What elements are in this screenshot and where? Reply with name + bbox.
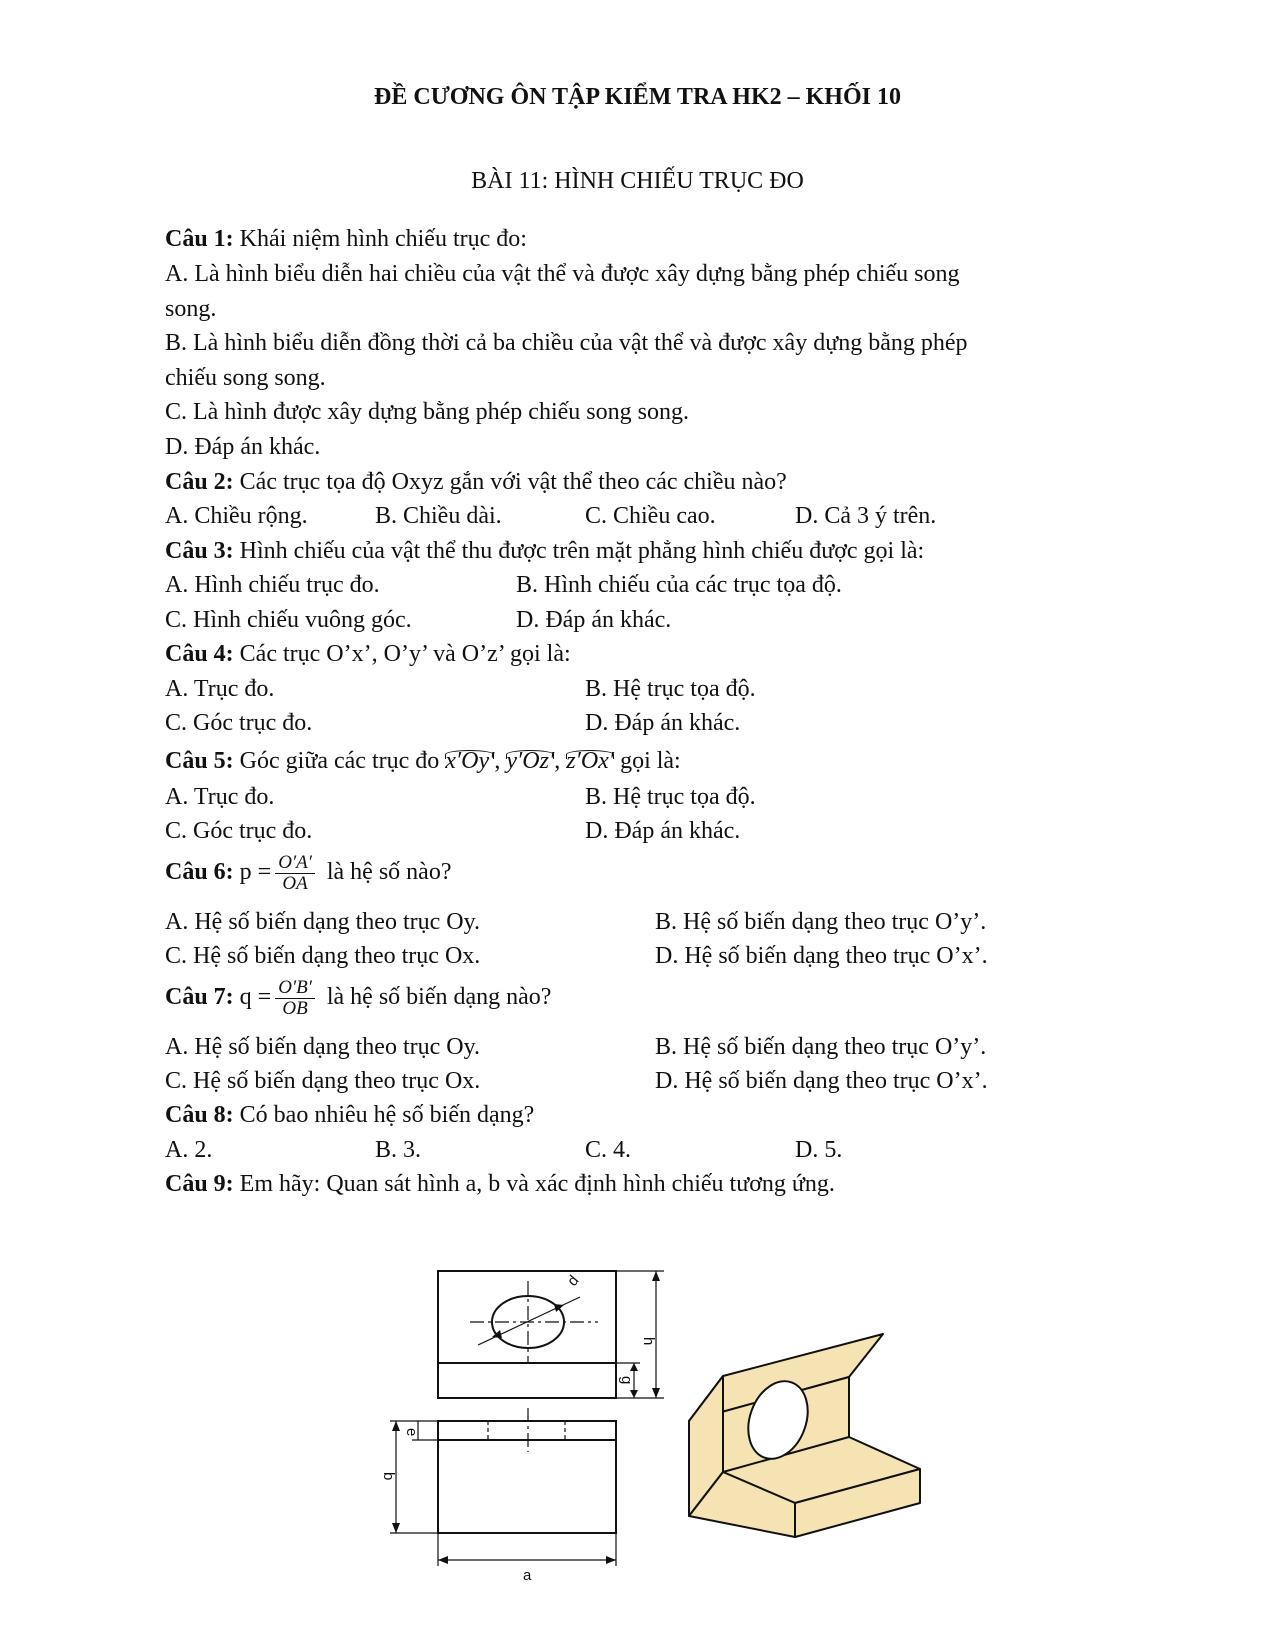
q5-option-a: A. Trục đo.	[165, 784, 275, 810]
q1-option-a-cont: song.	[165, 296, 217, 322]
isometric-part	[689, 1334, 920, 1537]
question-3-label: Câu 3:	[165, 538, 234, 564]
dim-h-label: h	[640, 1337, 657, 1346]
q2-option-b: B. Chiều dài.	[375, 503, 502, 529]
question-2-label: Câu 2:	[165, 469, 234, 495]
q1-option-b-cont: chiếu song song.	[165, 365, 326, 391]
arrowhead	[630, 1390, 638, 1398]
question-6-tail: là hệ số nào?	[320, 859, 452, 886]
q4-option-c: C. Góc trục đo.	[165, 710, 313, 736]
q1-option-b: B. Là hình biểu diễn đồng thời cả ba chiều của vật thể và được xây dựng bằng phép	[165, 330, 968, 356]
q8-option-d: D. 5.	[795, 1137, 843, 1163]
ratio-q-denominator: OB	[282, 998, 308, 1019]
question-4-label: Câu 4:	[165, 641, 234, 667]
q3-option-c: C. Hình chiếu vuông góc.	[165, 607, 412, 633]
q3-option-a: A. Hình chiếu trục đo.	[165, 572, 380, 598]
dim-a-label: a	[523, 1567, 532, 1584]
q1-option-d: D. Đáp án khác.	[165, 434, 321, 460]
dimension-arrowheads	[392, 1271, 660, 1564]
q5-option-c: C. Góc trục đo.	[165, 818, 313, 844]
question-7-pre: q =	[233, 984, 272, 1011]
question-7-tail: là hệ số biến dạng nào?	[320, 984, 552, 1011]
arrowhead	[554, 1304, 564, 1312]
arrowhead	[652, 1388, 660, 1398]
top-view-outline	[438, 1271, 616, 1398]
lesson-heading: BÀI 11: HÌNH CHIẾU TRỤC ĐO	[471, 168, 804, 194]
q2-option-d: D. Cả 3 ý trên.	[795, 503, 937, 529]
question-6-label: Câu 6:	[165, 859, 234, 886]
q5-option-d: D. Đáp án khác.	[585, 818, 741, 844]
question-9-label: Câu 9:	[165, 1171, 234, 1197]
angle-separator: ,	[494, 748, 501, 774]
ratio-p-numerator: O′A′	[275, 853, 315, 874]
angle-separator: ,	[554, 748, 561, 774]
arrowhead	[630, 1363, 638, 1371]
q4-option-a: A. Trục đo.	[165, 676, 275, 702]
q5-option-b: B. Hệ trục tọa độ.	[585, 784, 756, 810]
q7-option-d: D. Hệ số biến dạng theo trục O’x’.	[655, 1068, 988, 1094]
dim-d-label: d	[564, 1272, 583, 1290]
q8-option-a: A. 2.	[165, 1137, 213, 1163]
q3-option-b: B. Hình chiếu của các trục tọa độ.	[516, 572, 842, 598]
q2-option-a: A. Chiều rộng.	[165, 503, 308, 529]
q7-option-b: B. Hệ số biến dạng theo trục O’y’.	[655, 1034, 987, 1060]
question-1-label: Câu 1:	[165, 226, 234, 252]
q3-option-d: D. Đáp án khác.	[516, 607, 672, 633]
q6-option-b: B. Hệ số biến dạng theo trục O’y’.	[655, 909, 987, 935]
q4-option-b: B. Hệ trục tọa độ.	[585, 676, 756, 702]
q7-option-a: A. Hệ số biến dạng theo trục Oy.	[165, 1034, 481, 1060]
dim-e-label: e	[403, 1428, 420, 1437]
arrowhead	[652, 1271, 660, 1281]
ratio-q-numerator: O′B′	[275, 978, 315, 999]
question-5-tail: gọi là:	[614, 748, 681, 774]
question-4-text: Các trục O’x’, O’y’ và O’z’ gọi là:	[233, 641, 571, 667]
q7-option-c: C. Hệ số biến dạng theo trục Ox.	[165, 1068, 481, 1094]
arrowhead	[438, 1556, 448, 1564]
dim-g-label: g	[618, 1376, 635, 1385]
question-9-text: Em hãy: Quan sát hình a, b và xác định hình chiếu tương ứng.	[233, 1171, 835, 1197]
angle-yoz: y′Oz′	[506, 748, 555, 774]
arrowhead	[606, 1556, 616, 1564]
document-title: ĐỀ CƯƠNG ÔN TẬP KIỂM TRA HK2 – KHỐI 10	[374, 84, 901, 110]
q2-option-c: C. Chiều cao.	[585, 503, 716, 529]
arrowhead	[392, 1523, 400, 1533]
question-2-text: Các trục tọa độ Oxyz gắn với vật thể theo các chiều nào?	[233, 469, 787, 495]
ratio-p-denominator: OA	[282, 873, 308, 894]
q6-option-c: C. Hệ số biến dạng theo trục Ox.	[165, 943, 481, 969]
q6-option-d: D. Hệ số biến dạng theo trục O’x’.	[655, 943, 988, 969]
question-5-label: Câu 5:	[165, 748, 234, 774]
question-3-text: Hình chiếu của vật thể thu được trên mặt phẳng hình chiếu được gọi là:	[233, 538, 925, 564]
q6-option-a: A. Hệ số biến dạng theo trục Oy.	[165, 909, 481, 935]
q1-option-a: A. Là hình biểu diễn hai chiều của vật thể và được xây dựng bằng phép chiếu song	[165, 261, 960, 287]
angle-xoy: x′Oy′	[445, 748, 495, 774]
question-8-label: Câu 8:	[165, 1102, 234, 1128]
question-7-label: Câu 7:	[165, 984, 234, 1011]
question-8-text: Có bao nhiêu hệ số biến dạng?	[233, 1102, 535, 1128]
question-5-text: Góc giữa các trục đo	[233, 748, 446, 774]
q1-option-c: C. Là hình được xây dựng bằng phép chiếu song song.	[165, 399, 689, 425]
question-6-pre: p =	[233, 859, 272, 886]
q8-option-c: C. 4.	[585, 1137, 632, 1163]
question-1-text: Khái niệm hình chiếu trục đo:	[233, 226, 527, 252]
front-view-outline	[438, 1421, 616, 1533]
arrowhead	[392, 1421, 400, 1431]
dim-b-label: b	[380, 1472, 397, 1481]
q8-option-b: B. 3.	[375, 1137, 422, 1163]
q4-option-d: D. Đáp án khác.	[585, 710, 741, 736]
angle-zox: z′Ox′	[566, 748, 615, 774]
